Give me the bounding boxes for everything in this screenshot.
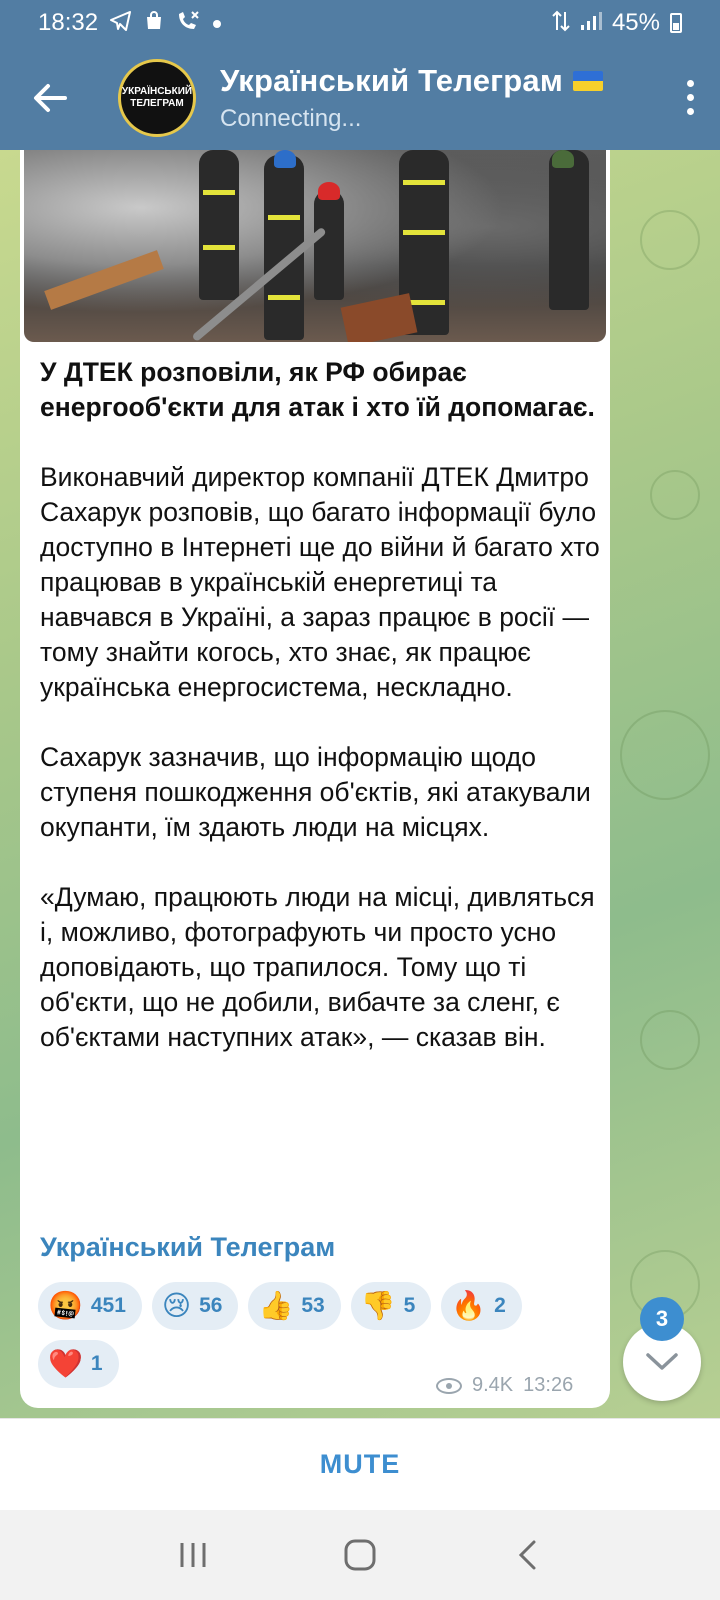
telegram-icon [110, 11, 132, 35]
reaction-count: 53 [301, 1294, 325, 1317]
chat-title: Український Телеграм [220, 62, 563, 98]
eye-icon [436, 1378, 462, 1394]
reaction-thumbs-down[interactable] [351, 1282, 432, 1330]
chat-title-block[interactable] [220, 63, 603, 133]
message-headline: У ДТЕК розповіли, як РФ обирає енергооб'єкти для атак і хто їй допомагає. [40, 357, 595, 422]
reaction-count: 451 [90, 1294, 126, 1317]
dot-icon [212, 13, 222, 33]
back-button[interactable] [0, 45, 100, 150]
status-time: 18:32 [38, 8, 99, 36]
reaction-count: 1 [90, 1352, 103, 1375]
more-options-button[interactable] [660, 45, 720, 150]
reaction-fire[interactable] [441, 1282, 522, 1330]
recent-apps-icon [178, 1541, 208, 1569]
status-bar [0, 0, 720, 45]
view-count: 9.4K [472, 1374, 514, 1396]
recent-apps-button[interactable] [163, 1525, 223, 1585]
message-photo[interactable] [24, 150, 606, 342]
message-text [40, 355, 600, 1090]
reactions-row [38, 1282, 578, 1388]
message-time: 13:26 [523, 1374, 574, 1396]
reaction-cry[interactable] [152, 1282, 239, 1330]
reaction-thumbs-up[interactable] [248, 1282, 340, 1330]
channel-signature-link[interactable]: Український Телеграм [40, 1232, 336, 1262]
avatar-text-line2: ТЕЛЕГРАМ [130, 97, 184, 109]
chat-header [0, 45, 720, 150]
mute-bar [0, 1418, 720, 1510]
message-paragraph: «Думаю, працюють люди на місці, дивляться і, можливо, фотографують чи просто усно доповідають, що трапилося. Тому що ті об'єкти, що не добили, вибачте за сленг, є об'єктами наступних атак», — сказав він. [40, 882, 595, 1052]
more-vert-icon [687, 80, 694, 87]
reaction-count: 5 [403, 1294, 416, 1317]
unread-count-badge: 3 [640, 1297, 684, 1341]
chevron-down-icon [645, 1352, 679, 1372]
system-back-button[interactable] [497, 1525, 557, 1585]
ukraine-flag-icon [573, 71, 603, 91]
reaction-count: 56 [199, 1294, 223, 1317]
system-nav-bar [0, 1510, 720, 1600]
reaction-count: 2 [494, 1294, 506, 1317]
thumbs-down-icon: 👎 [360, 1290, 396, 1321]
battery-percent: 45% [611, 8, 660, 36]
home-button[interactable] [330, 1525, 390, 1585]
nav-back-icon [516, 1539, 538, 1571]
avatar-text-line1: УКРАЇНСЬКИЙ [121, 86, 193, 97]
mute-button[interactable]: MUTE [319, 1449, 401, 1479]
heart-icon: ❤️ [48, 1348, 83, 1379]
message-meta [436, 1374, 573, 1397]
fire-icon: 🔥 [451, 1290, 487, 1321]
thumbs-up-icon: 👍 [258, 1290, 294, 1321]
reaction-angry[interactable] [38, 1282, 142, 1330]
channel-avatar[interactable] [118, 59, 196, 137]
data-arrows-icon [552, 10, 570, 36]
connection-status: Connecting... [220, 104, 362, 132]
message-paragraph: Виконавчий директор компанії ДТЕК Дмитро Сахарук розповів, що багато інформації було доступно в Інтернеті ще до війни й багато хто працював в українській енергетиці та навчався в Україні, а зараз працює в росії — тому знайти когось, хто знає, як працює українська енергосистема, нескладно. [40, 462, 600, 702]
battery-icon [670, 13, 682, 33]
reaction-heart[interactable] [38, 1340, 119, 1388]
bag-icon [144, 11, 164, 35]
crying-face-icon: 😢 [161, 1290, 192, 1321]
back-arrow-icon [33, 83, 67, 113]
home-icon [343, 1538, 377, 1572]
message-paragraph: Сахарук зазначив, що інформацію щодо ступеня пошкодження об'єктів, які атакували окупанти, їм здають люди на місцях. [40, 742, 591, 842]
missed-call-icon [176, 10, 200, 36]
signal-icon [580, 11, 602, 35]
angry-face-icon: 🤬 [48, 1290, 83, 1321]
